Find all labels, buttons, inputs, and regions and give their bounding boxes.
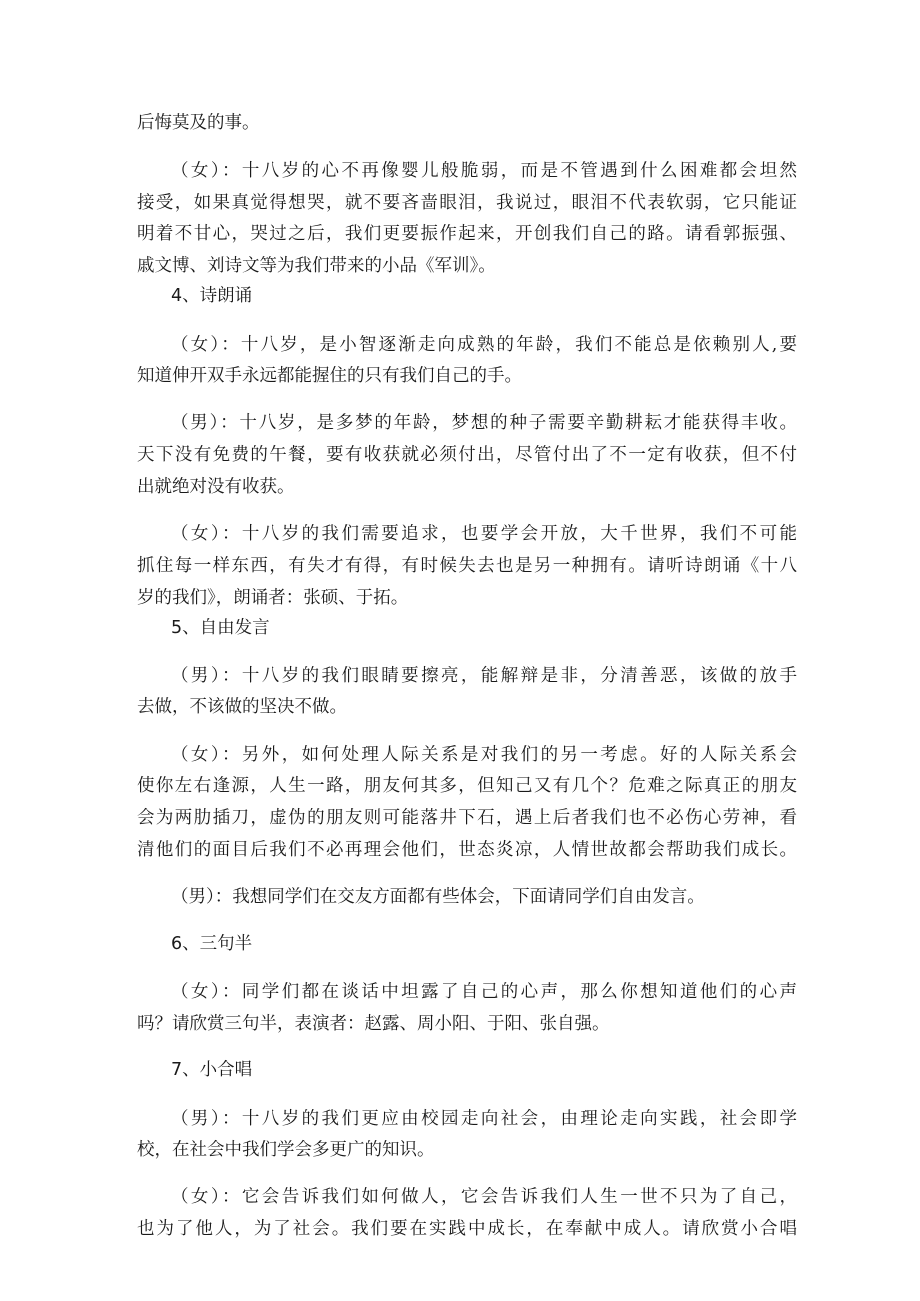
section-heading-6: 6、三句半 xyxy=(171,934,253,954)
paragraph-line: 接受，如果真觉得想哭，就不要吝啬眼泪，我说过，眼泪不代表软弱，它只能证 xyxy=(137,193,797,213)
paragraph-line: （男）：我想同学们在交友方面都有些体会，下面请同学们自由发言。 xyxy=(171,887,705,907)
paragraph-line: （女）：十八岁的心不再像婴儿般脆弱，而是不管遇到什么困难都会坦然 xyxy=(171,161,797,181)
paragraph-line: 明着不甘心，哭过之后，我们更要振作起来，开创我们自己的路。请看郭振强、 xyxy=(137,224,797,244)
paragraph-line: （男）：十八岁的我们更应由校园走向社会，由理论走向实践，社会即学 xyxy=(171,1109,797,1129)
paragraph-line: 使你左右逢源，人生一路，朋友何其多，但知己又有几个？危难之际真正的朋友 xyxy=(137,776,797,796)
paragraph-line: （女）：十八岁的我们需要追求，也要学会开放，大千世界，我们不可能 xyxy=(171,524,797,544)
paragraph-line: （男）：十八岁，是多梦的年龄，梦想的种子需要辛勤耕耘才能获得丰收。 xyxy=(171,413,797,433)
section-heading-7: 7、小合唱 xyxy=(171,1060,253,1080)
paragraph-line: 出就绝对没有收获。 xyxy=(137,477,295,497)
paragraph-line: 戚文博、刘诗文等为我们带来的小品《军训》。 xyxy=(137,256,496,276)
paragraph-line: 岁的我们》，朗诵者：张硕、于拓。 xyxy=(137,588,409,608)
paragraph-line: 后悔莫及的事。 xyxy=(137,113,260,133)
paragraph-line: （男）：十八岁的我们眼睛要擦亮，能解辩是非，分清善恶，该做的放手 xyxy=(171,666,797,686)
paragraph-line: 清他们的面目后我们不必再理会他们，世态炎凉，人情世故都会帮助我们成长。 xyxy=(137,840,797,860)
paragraph-line: 校，在社会中我们学会多更广的知识。 xyxy=(137,1140,435,1160)
section-heading-4: 4、诗朗诵 xyxy=(171,286,253,306)
paragraph-line: （女）：另外，如何处理人际关系是对我们的另一考虑。好的人际关系会 xyxy=(171,745,797,765)
section-heading-5: 5、自由发言 xyxy=(171,618,270,638)
paragraph-line: 知道伸开双手永远都能握住的只有我们自己的手。 xyxy=(137,366,522,386)
paragraph-line: （女）：十八岁，是小智逐渐走向成熟的年龄，我们不能总是依赖别人,要 xyxy=(171,335,797,355)
paragraph-line: 去做，不该做的坚决不做。 xyxy=(137,697,347,717)
paragraph-line: （女）：它会告诉我们如何做人，它会告诉我们人生一世不只为了自己， xyxy=(171,1187,797,1207)
paragraph-line: （女）：同学们都在谈话中坦露了自己的心声，那么你想知道他们的心声 xyxy=(171,982,797,1002)
paragraph-line: 天下没有免费的午餐，要有收获就必须付出，尽管付出了不一定有收获，但不付 xyxy=(137,445,797,465)
paragraph-line: 会为两肋插刀，虚伪的朋友则可能落井下石，遇上后者我们也不必伤心劳神，看 xyxy=(137,808,797,828)
paragraph-line: 吗？请欣赏三句半，表演者：赵露、周小阳、于阳、张自强。 xyxy=(137,1014,610,1034)
paragraph-line: 抓住每一样东西，有失才有得，有时候失去也是另一种拥有。请听诗朗诵《十八 xyxy=(137,556,797,576)
paragraph-line: 也为了他人，为了社会。我们要在实践中成长，在奉献中成人。请欣赏小合唱 xyxy=(137,1219,797,1239)
